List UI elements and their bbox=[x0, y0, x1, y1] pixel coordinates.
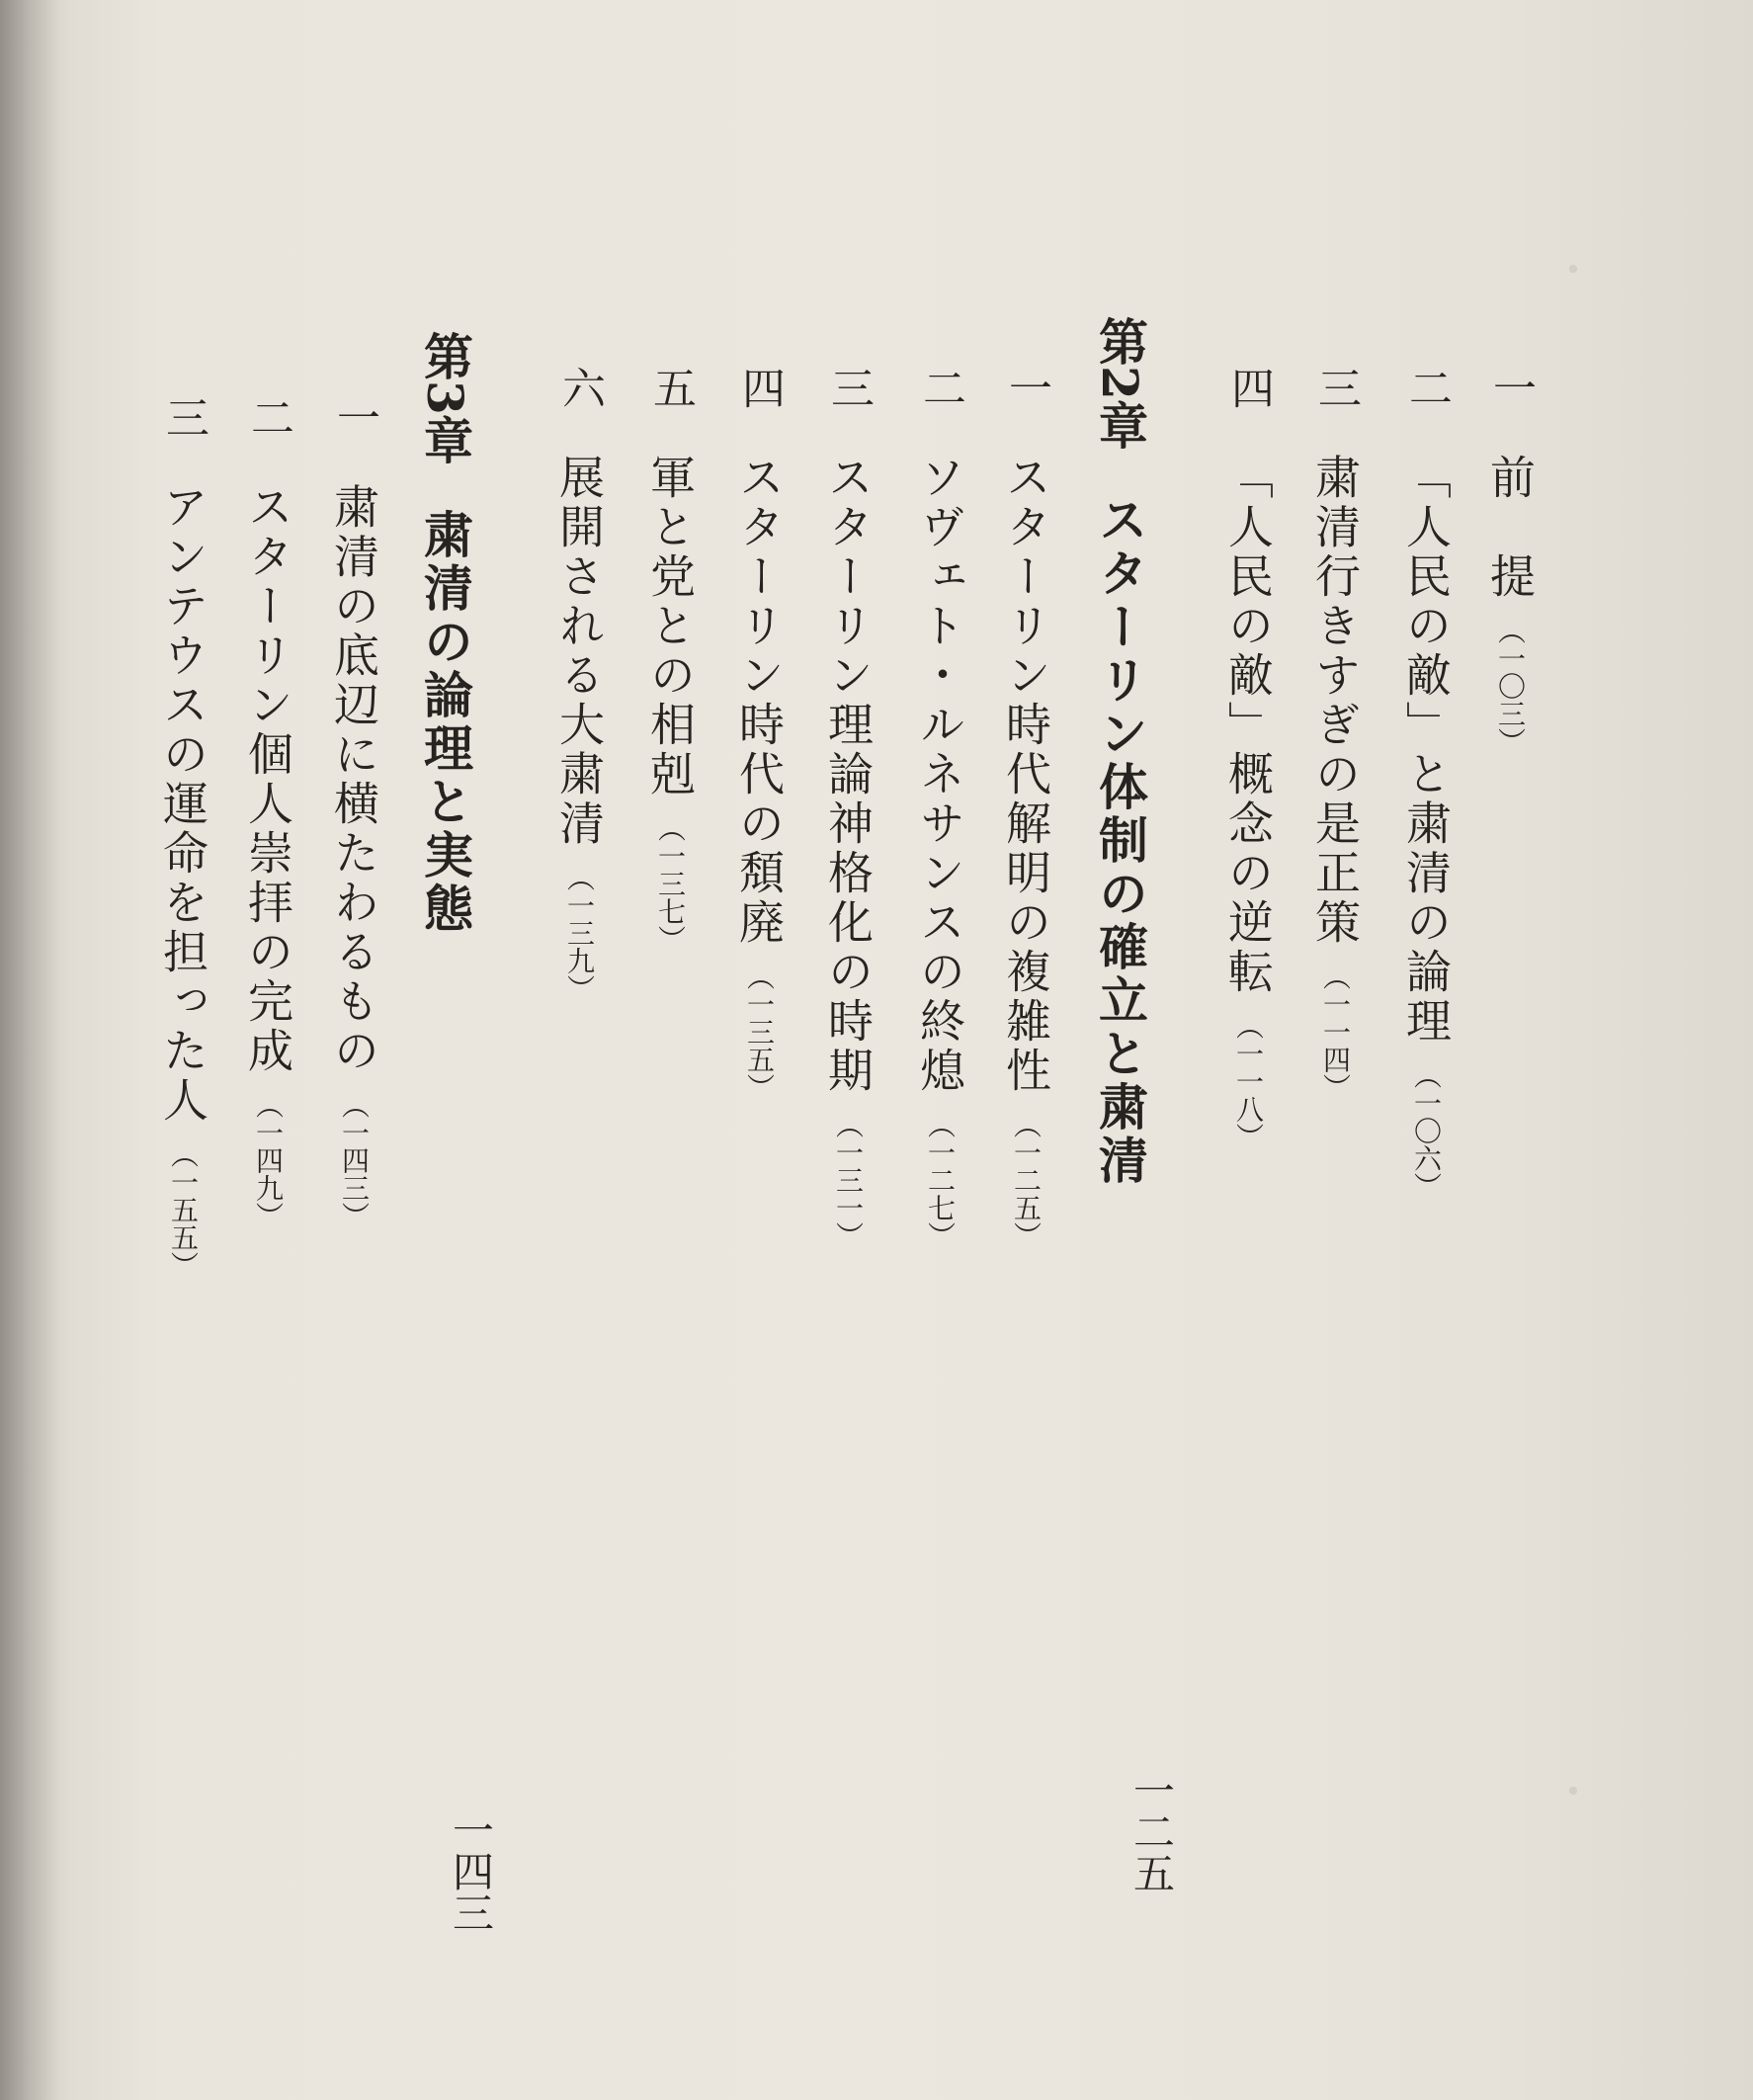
entry-title: アンテウスの運命を担った人 bbox=[156, 483, 209, 1127]
entry-number: 五 bbox=[645, 366, 696, 409]
chapter-heading[interactable] bbox=[416, 331, 474, 936]
entry-page: （一三一） bbox=[832, 1111, 865, 1250]
entry-page: （一一四） bbox=[1319, 963, 1352, 1102]
toc-entry[interactable] bbox=[1399, 366, 1453, 1201]
entry-number: 三 bbox=[823, 366, 874, 409]
entry-page: （一〇三） bbox=[1494, 617, 1527, 756]
entry-number: 三 bbox=[1310, 366, 1361, 409]
entry-title: 軍と党との相剋 bbox=[643, 454, 697, 800]
entry-title: 粛清行きすぎの是正策 bbox=[1308, 454, 1362, 949]
entry-number: 一 bbox=[1001, 366, 1051, 409]
toc-entry[interactable] bbox=[1483, 366, 1537, 756]
chapter-heading[interactable] bbox=[1091, 316, 1149, 1188]
page-gutter-shadow bbox=[0, 0, 59, 2100]
entry-page: （一三七） bbox=[654, 814, 687, 954]
entry-page: （一二五） bbox=[1010, 1111, 1043, 1250]
entry-page: （一一八） bbox=[1232, 1012, 1265, 1151]
toc-entry[interactable] bbox=[156, 395, 209, 1280]
entry-number: 四 bbox=[1223, 366, 1274, 409]
entry-title: 展開される大粛清 bbox=[552, 454, 606, 850]
entry-number: 二 bbox=[1401, 366, 1452, 409]
entry-page: （一三九） bbox=[563, 864, 596, 1003]
entry-page: （一三五） bbox=[743, 963, 776, 1102]
toc-entry[interactable] bbox=[643, 366, 697, 954]
entry-title: 前 提 bbox=[1483, 454, 1537, 603]
entry-title: 「人民の敵」と粛清の論理 bbox=[1399, 454, 1453, 1048]
entry-number: 四 bbox=[734, 366, 785, 409]
entry-title: スターリン時代解明の複雑性 bbox=[999, 454, 1052, 1097]
toc-entry[interactable] bbox=[552, 366, 606, 1003]
entry-title: 「人民の敵」概念の逆転 bbox=[1221, 454, 1275, 998]
chapter2-page-number: 一二五 bbox=[1127, 1769, 1176, 1893]
entry-title: 粛清の底辺に横たわるもの bbox=[327, 483, 380, 1077]
chapter-number: 第2章 bbox=[1091, 316, 1149, 450]
entry-page: （一〇六） bbox=[1410, 1061, 1443, 1201]
entry-title: スターリン理論神格化の時期 bbox=[821, 454, 875, 1097]
toc-entry[interactable] bbox=[913, 366, 966, 1250]
entry-title: ソヴェト・ルネサンスの終熄 bbox=[913, 454, 966, 1097]
entry-page: （一二七） bbox=[924, 1111, 957, 1250]
entry-page: （一五五） bbox=[167, 1140, 200, 1280]
entry-number: 一 bbox=[1485, 366, 1536, 409]
entry-number: 三 bbox=[158, 395, 209, 439]
toc-entry[interactable] bbox=[999, 366, 1052, 1250]
toc-entry[interactable] bbox=[821, 366, 875, 1250]
entry-title: スターリン時代の頽廃 bbox=[732, 454, 786, 949]
entry-number: 二 bbox=[243, 395, 293, 439]
entry-page: （一四九） bbox=[252, 1091, 285, 1230]
show-through-mark: ・ bbox=[1544, 247, 1594, 291]
chapter-title: 粛清の論理と実態 bbox=[416, 508, 474, 936]
toc-entry[interactable] bbox=[1221, 366, 1275, 1151]
toc-entry[interactable] bbox=[732, 366, 786, 1102]
toc-entry[interactable] bbox=[1308, 366, 1362, 1102]
chapter-number: 第3章 bbox=[416, 331, 474, 464]
entry-number: 二 bbox=[915, 366, 965, 409]
toc-entry[interactable] bbox=[327, 395, 380, 1230]
toc-entry[interactable] bbox=[241, 395, 294, 1230]
show-through-mark: ・ bbox=[1544, 1769, 1594, 1812]
entry-number: 一 bbox=[329, 395, 379, 439]
entry-page: （一四三） bbox=[338, 1091, 371, 1230]
chapter3-page-number: 一四三 bbox=[447, 1808, 495, 1933]
chapter-title: スターリン体制の確立と粛清 bbox=[1091, 493, 1149, 1188]
entry-title: スターリン個人崇拝の完成 bbox=[241, 483, 294, 1077]
entry-number: 六 bbox=[554, 366, 605, 409]
